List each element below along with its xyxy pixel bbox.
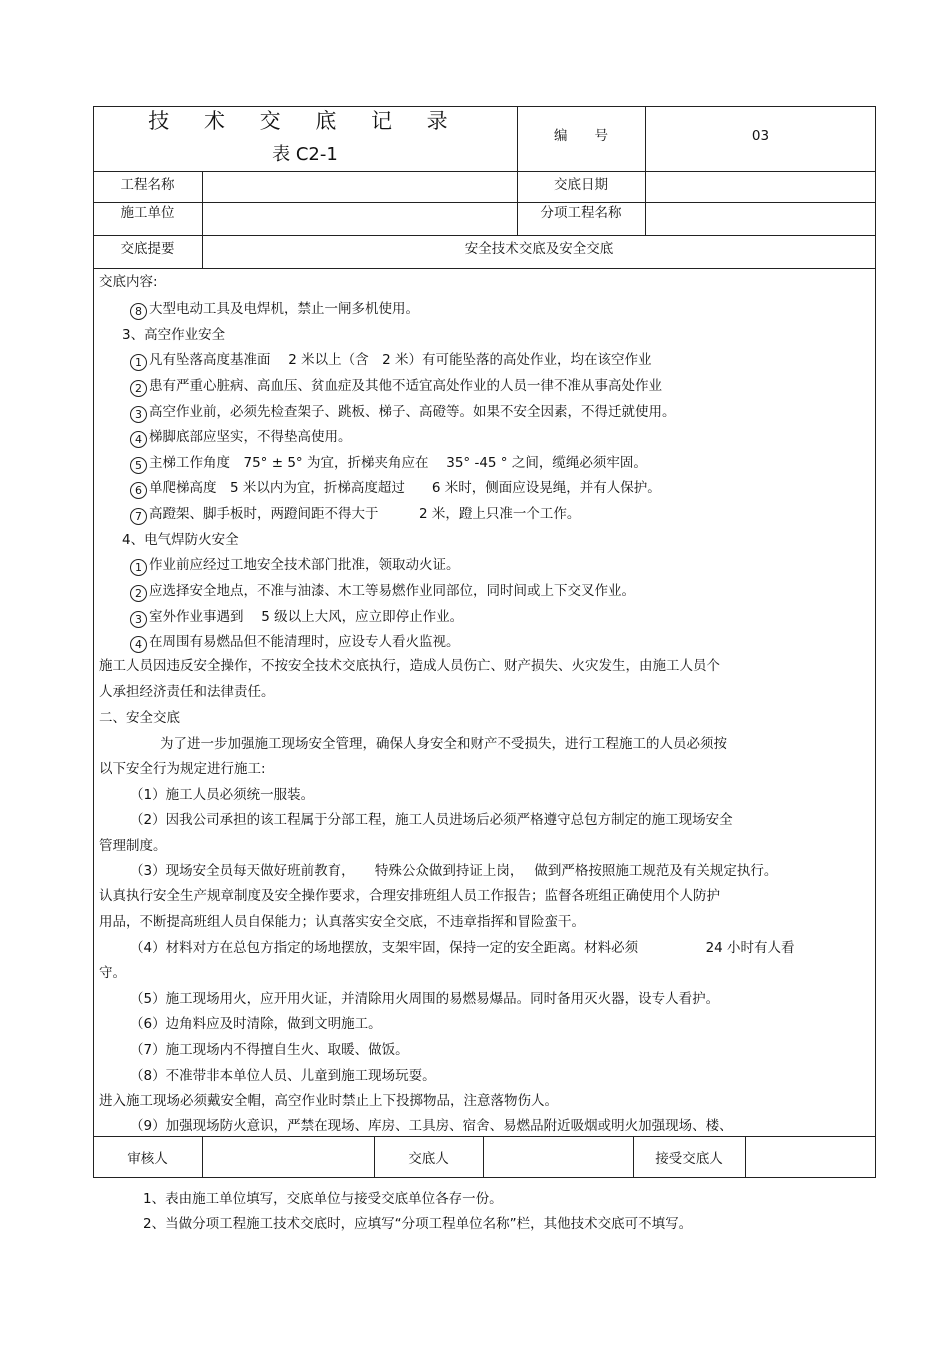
receiver-label: 接受交底人 <box>655 1151 723 1167</box>
rule-text: 进入施工现场必须戴安全帽，高空作业时禁止上下投掷物品，注意落物伤人。 <box>99 1093 558 1109</box>
circled-number: 5 <box>130 457 147 474</box>
circled-number: 6 <box>130 482 147 499</box>
unit-label: 施工单位 <box>120 205 175 221</box>
section-heading: 4、电气焊防火安全 <box>122 532 239 548</box>
rule-text: 认真执行安全生产规章制度及安全操作要求，合理安排班组人员工作报告；监督各班组正确使用个人防护 <box>99 888 720 904</box>
table-divider <box>745 1136 746 1178</box>
table-divider <box>93 1136 876 1137</box>
footnote: 2、当做分项工程施工技术交底时，应填写“分项工程单位名称”栏，其他技术交底可不填写。 <box>143 1216 693 1232</box>
form-code: 表 C2-1 <box>272 144 338 165</box>
circled-number: 7 <box>130 508 147 525</box>
circled-number: 3 <box>130 611 147 628</box>
rule-text: （9）加强现场防火意识，严禁在现场、库房、工具房、宿舍、易燃品附近吸烟或明火加强现场、楼、 <box>130 1118 733 1134</box>
list-item: 1 作业前应经过工地安全技术部门批准，领取动火证。 <box>130 557 460 576</box>
rule-text: 用品，不断提高班组人员自保能力；认真落实安全交底，不违章指挥和冒险蛮干。 <box>99 914 585 930</box>
rule-text: （2）因我公司承担的该工程属于分部工程，施工人员进场后必须严格遵守总包方制定的施工现场安全 <box>130 812 733 828</box>
rule-text: （4）材料对方在总包方指定的场地摆放，支架牢固，保持一定的安全距离。材料必须 24 小时有人看 <box>130 940 795 956</box>
project-name-label: 工程名称 <box>120 177 175 193</box>
rule-text: 守。 <box>99 965 126 981</box>
list-item: 5 主梯工作角度 75° ± 5° 为宜，折梯夹角应在 35° -45 ° 之间，缆绳必须牢固。 <box>130 455 647 474</box>
list-item: 2 应选择安全地点，不准与油漆、木工等易燃作业同部位，同时间或上下交叉作业。 <box>130 583 635 602</box>
list-item: 4 在周围有易燃品但不能清理时，应设专人看火监视。 <box>130 634 460 653</box>
summary-value: 安全技术交底及安全交底 <box>464 241 614 257</box>
table-divider <box>483 1136 484 1178</box>
summary-label: 交底提要 <box>120 241 175 257</box>
footnote: 1、表由施工单位填写，交底单位与接受交底单位各存一份。 <box>143 1191 503 1207</box>
table-divider <box>93 171 876 172</box>
number-label: 编 号 <box>554 128 608 144</box>
table-divider <box>645 106 646 235</box>
list-item: 2 患有严重心脏病、高血压、贫血症及其他不适宜高处作业的人员一律不准从事高处作业 <box>130 378 662 397</box>
intro-text: 为了进一步加强施工现场安全管理，确保人身安全和财产不受损失，进行工程施工的人员必须按 <box>160 736 727 752</box>
rule-text: 管理制度。 <box>99 838 167 854</box>
table-divider <box>93 202 876 203</box>
list-item: 4 梯脚底部应坚实，不得垫高使用。 <box>130 429 352 448</box>
presenter-label: 交底人 <box>408 1151 449 1167</box>
table-divider <box>93 235 876 236</box>
rule-text: （6）边角料应及时清除，做到文明施工。 <box>130 1016 382 1032</box>
section-heading: 3、高空作业安全 <box>122 327 226 343</box>
section-title: 二、安全交底 <box>99 710 180 726</box>
rule-text: （8）不准带非本单位人员、儿童到施工现场玩耍。 <box>130 1068 436 1084</box>
circled-number: 2 <box>130 380 147 397</box>
rule-text: （3）现场安全员每天做好班前教育， 特殊公众做到持证上岗， 做到严格按照施工规范及有关规定执行。 <box>130 863 778 879</box>
sub-project-label: 分项工程名称 <box>540 205 622 221</box>
circled-number: 4 <box>130 636 147 653</box>
table-divider <box>93 268 876 269</box>
circled-number: 1 <box>130 559 147 576</box>
circled-number: 8 <box>130 303 147 320</box>
number-value: 03 <box>751 128 770 144</box>
list-item: 7 高蹬架、脚手板时，两蹬间距不得大于 2 米，蹬上只准一个工作。 <box>130 506 580 525</box>
list-item: 3 高空作业前，必须先检查架子、跳板、梯子、高磴等。如果不安全因素，不得迁就使用。 <box>130 404 676 423</box>
rule-text: （7）施工现场内不得擅自生火、取暖、做饭。 <box>130 1042 409 1058</box>
circled-number: 3 <box>130 406 147 423</box>
reviewer-label: 审核人 <box>127 1151 168 1167</box>
circled-number: 4 <box>130 431 147 448</box>
rule-text: （5）施工现场用火，应开用火证，并清除用火周围的易燃易爆品。同时备用灭火器，设专人看护。 <box>130 991 720 1007</box>
list-item: 3 室外作业事遇到 5 级以上大风，应立即停止作业。 <box>130 609 463 628</box>
date-label: 交底日期 <box>554 177 608 193</box>
liability-text: 人承担经济责任和法律责任。 <box>99 684 275 700</box>
list-item: 6 单爬梯高度 5 米以内为宜，折梯高度超过 6 米时，侧面应设晃绳，并有人保护。 <box>130 480 661 499</box>
circled-number: 1 <box>130 354 147 371</box>
circled-number: 2 <box>130 585 147 602</box>
intro-text: 以下安全行为规定进行施工: <box>99 761 266 777</box>
list-item: 8 大型电动工具及电焊机，禁止一闸多机使用。 <box>130 301 419 320</box>
table-divider <box>202 1136 203 1178</box>
document-title: 技 术 交 底 记 录 <box>148 109 462 133</box>
liability-text: 施工人员因违反安全操作，不按安全技术交底执行，造成人员伤亡、财产损失、火灾发生，由施工人员个 <box>99 658 720 674</box>
content-label: 交底内容: <box>99 274 158 290</box>
rule-text: （1）施工人员必须统一服装。 <box>130 787 315 803</box>
list-item: 1 凡有坠落高度基准面 2 米以上（含 2 米）有可能坠落的高处作业，均在该空作业 <box>130 352 652 371</box>
